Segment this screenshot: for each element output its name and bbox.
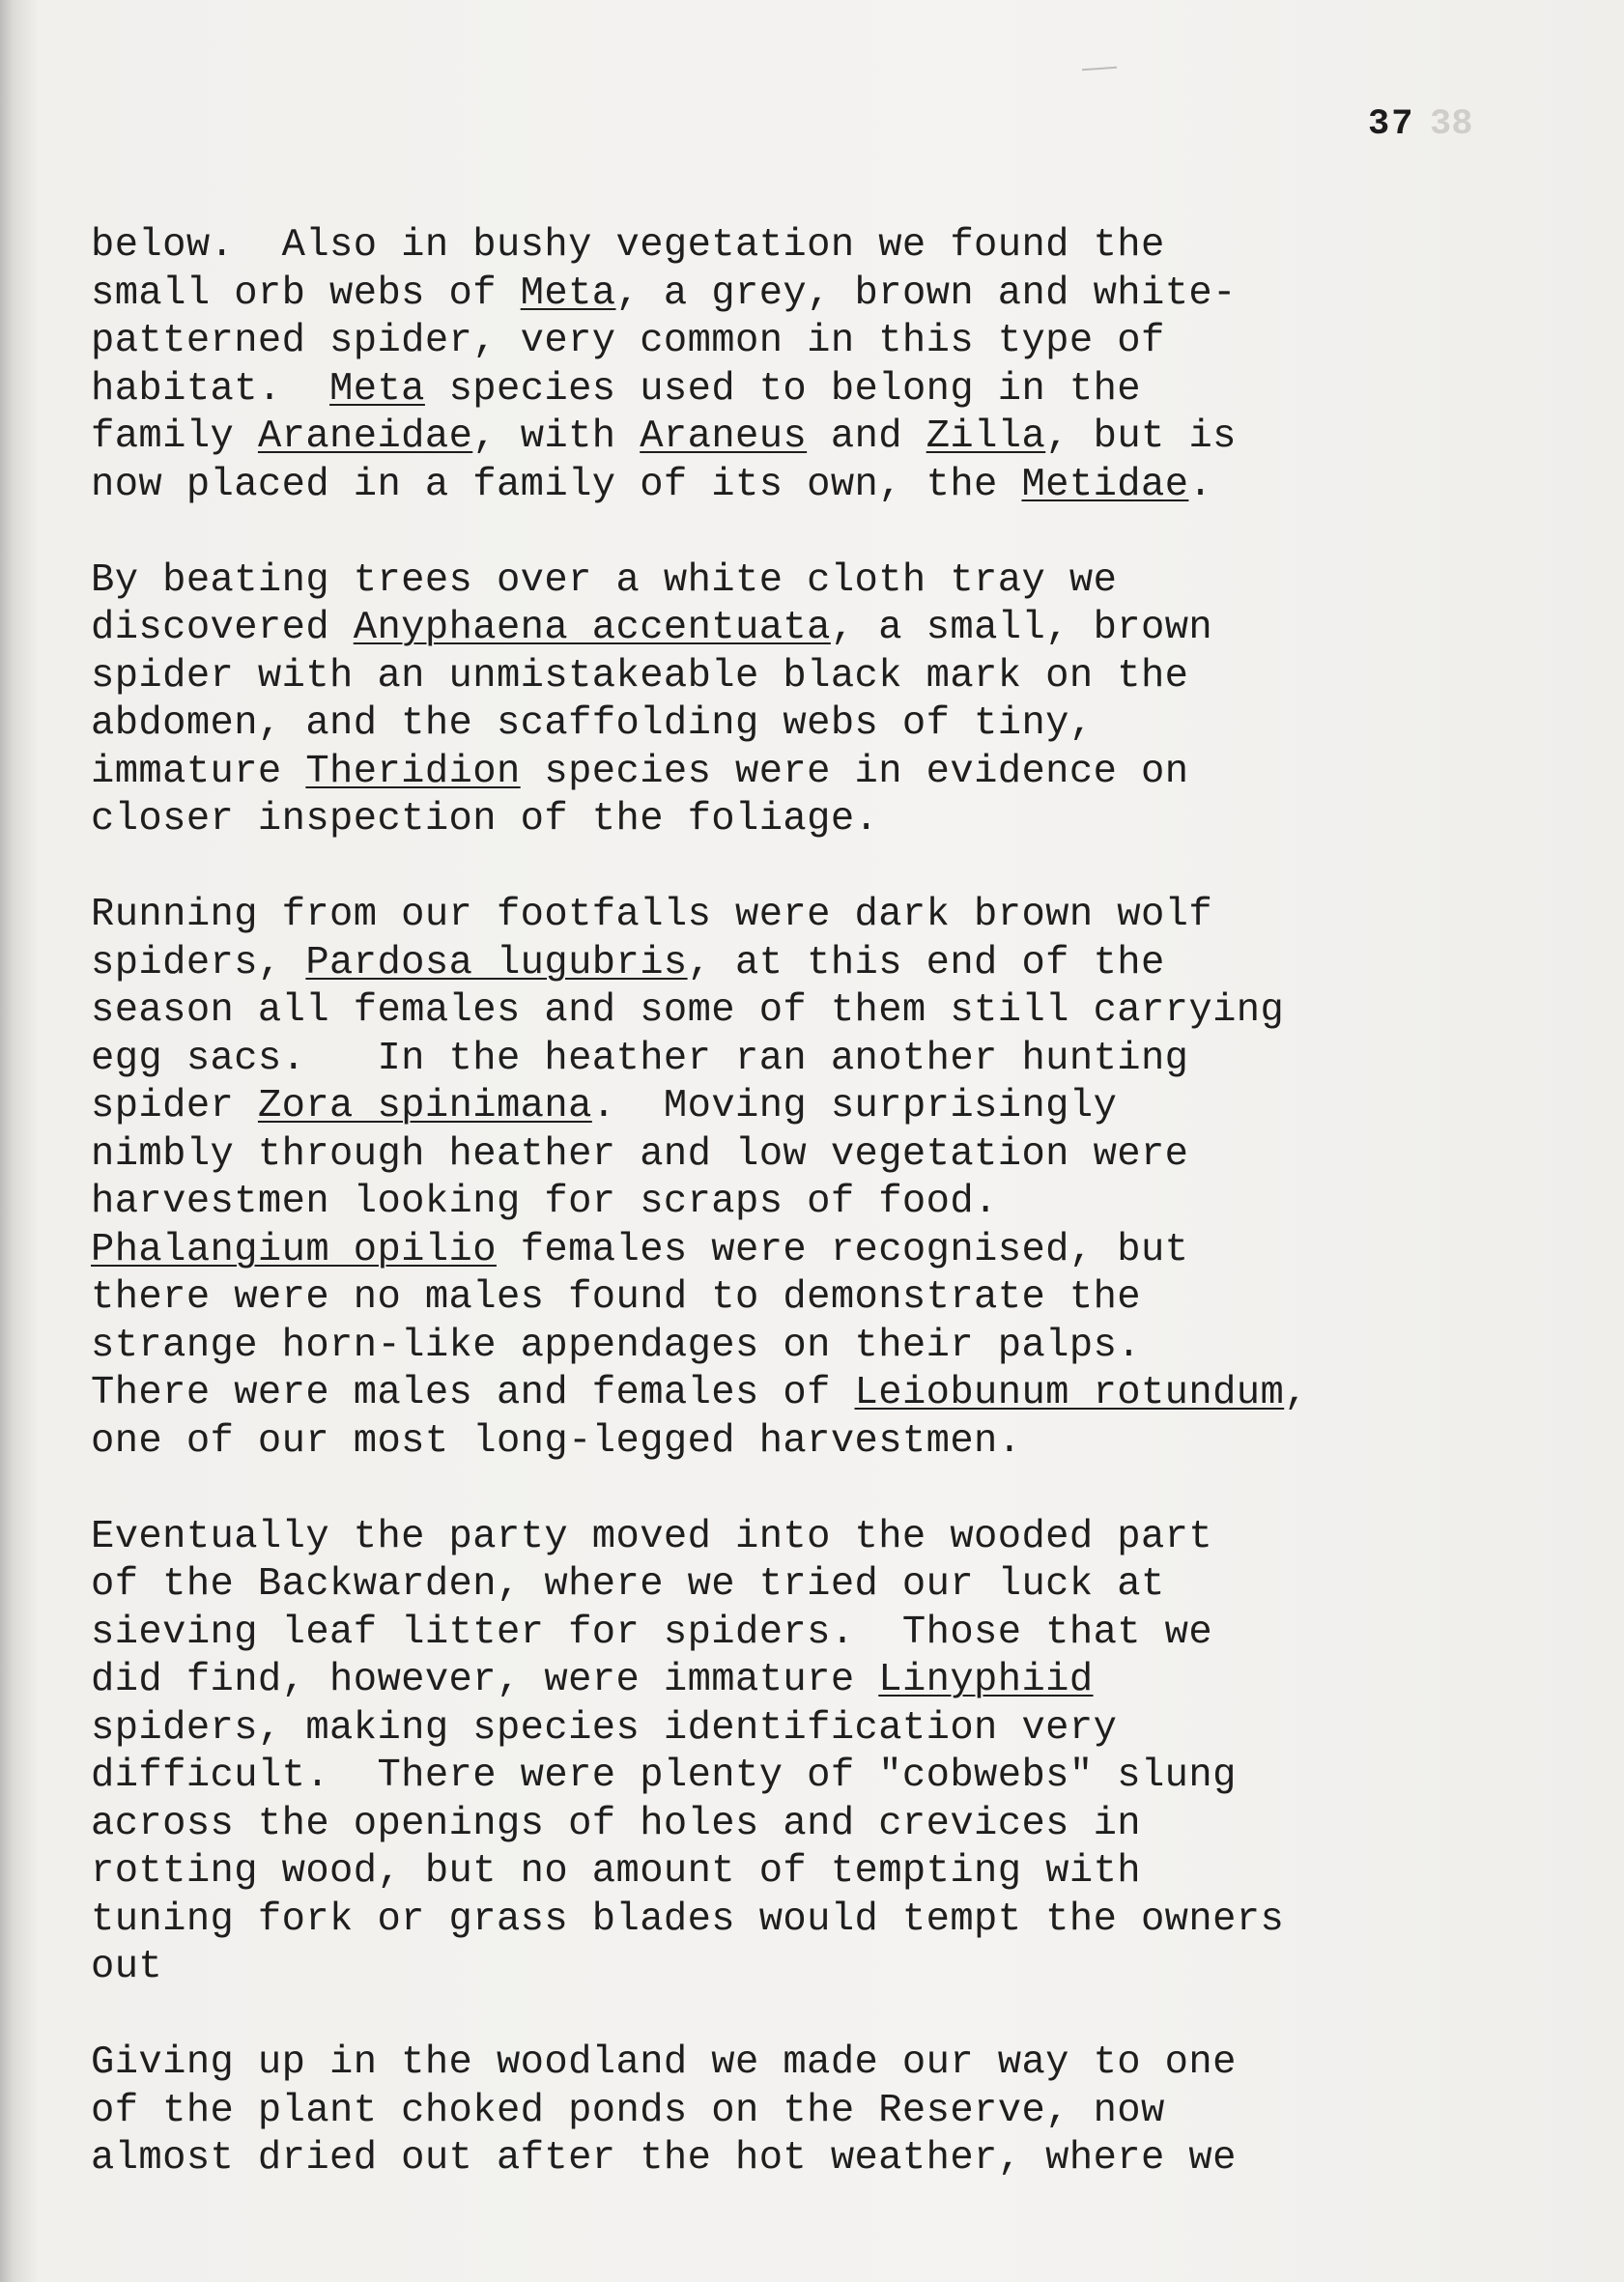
paragraph bbox=[91, 1514, 1598, 1992]
text-run: tuning fork or grass blades would tempt the owners bbox=[91, 1897, 1285, 1942]
species-name: Theridion bbox=[305, 749, 521, 794]
text-line bbox=[91, 2088, 1598, 2136]
text-line bbox=[91, 2135, 1598, 2183]
text-line bbox=[91, 1561, 1598, 1610]
text-run: Eventually the party moved into the wooded part bbox=[91, 1514, 1213, 1559]
text-run: species were in evidence on bbox=[520, 749, 1189, 794]
text-line bbox=[91, 366, 1598, 414]
text-run: now placed in a family of its own, the bbox=[91, 462, 1022, 507]
text-line bbox=[91, 1323, 1598, 1371]
text-line bbox=[91, 1227, 1598, 1275]
text-run: immature bbox=[91, 749, 306, 794]
text-line bbox=[91, 1083, 1598, 1131]
text-line bbox=[91, 1514, 1598, 1562]
text-run: Giving up in the woodland we made our way to one bbox=[91, 2040, 1237, 2085]
text-line bbox=[91, 557, 1598, 606]
bleed-through-page-number: 38 bbox=[1430, 104, 1473, 145]
text-run: patterned spider, very common in this type of bbox=[91, 319, 1165, 363]
text-run: of the plant choked ponds on the Reserve, now bbox=[91, 2088, 1165, 2133]
paragraph bbox=[91, 222, 1598, 509]
text-line bbox=[91, 1179, 1598, 1227]
text-line bbox=[91, 1705, 1598, 1754]
text-line bbox=[91, 1753, 1598, 1801]
text-line bbox=[91, 796, 1598, 844]
text-line bbox=[91, 653, 1598, 701]
text-line bbox=[91, 462, 1598, 510]
text-run: , but is bbox=[1045, 414, 1237, 459]
text-run: discovered bbox=[91, 606, 354, 650]
text-run: and bbox=[807, 414, 926, 459]
species-name: Meta bbox=[520, 271, 616, 316]
species-name: Araneidae bbox=[257, 414, 473, 459]
text-line bbox=[91, 892, 1598, 940]
text-run: Running from our footfalls were dark brown wolf bbox=[91, 893, 1213, 937]
text-run: egg sacs. In the heather ran another hunting bbox=[91, 1036, 1189, 1081]
text-run: rotting wood, but no amount of tempting with bbox=[91, 1849, 1141, 1894]
text-run: almost dried out after the hot weather, where we bbox=[91, 2136, 1237, 2181]
text-run: habitat. bbox=[91, 366, 330, 412]
text-run: below. Also in bushy vegetation we found the bbox=[91, 223, 1165, 268]
text-line bbox=[91, 414, 1598, 462]
text-run: species used to belong in the bbox=[424, 366, 1141, 412]
text-line bbox=[91, 1848, 1598, 1897]
text-run: , with bbox=[472, 414, 641, 459]
text-run: spider bbox=[91, 1084, 258, 1128]
text-run: , at this end of the bbox=[687, 940, 1165, 985]
text-run: There were males and females of bbox=[91, 1371, 855, 1415]
species-name: Zilla bbox=[926, 414, 1046, 459]
text-run: strange horn-like appendages on their palps. bbox=[91, 1323, 1141, 1368]
text-run: did find, however, were immature bbox=[91, 1658, 879, 1702]
text-line bbox=[91, 700, 1598, 749]
text-line bbox=[91, 222, 1598, 271]
text-line bbox=[91, 1131, 1598, 1180]
species-name: Anyphaena accentuata bbox=[353, 606, 831, 650]
text-line bbox=[91, 987, 1598, 1036]
text-run: spider with an unmistakeable black mark on the bbox=[91, 653, 1189, 699]
species-name: Zora spinimana bbox=[257, 1084, 592, 1128]
text-line bbox=[91, 2040, 1598, 2088]
text-run: out bbox=[91, 1945, 163, 1989]
text-line bbox=[91, 605, 1598, 653]
stray-mark bbox=[1082, 67, 1117, 71]
paragraph bbox=[91, 2040, 1598, 2183]
text-run: abdomen, and the scaffolding webs of tiny, bbox=[91, 701, 1094, 746]
species-name: Pardosa lugubris bbox=[305, 940, 688, 985]
page-number: 37 bbox=[1368, 104, 1415, 145]
body-text bbox=[91, 222, 1598, 2183]
species-name: Leiobunum rotundum bbox=[854, 1371, 1285, 1415]
species-name: Metidae bbox=[1021, 462, 1189, 507]
text-line bbox=[91, 1657, 1598, 1705]
species-name: Meta bbox=[329, 366, 425, 412]
text-line bbox=[91, 271, 1598, 319]
text-run: nimbly through heather and low vegetation were bbox=[91, 1131, 1189, 1177]
text-line bbox=[91, 1370, 1598, 1418]
text-run: family bbox=[91, 414, 258, 459]
text-run: , a small, brown bbox=[830, 606, 1213, 650]
species-name: Phalangium opilio bbox=[91, 1227, 497, 1272]
text-run: . bbox=[1188, 462, 1213, 507]
text-line bbox=[91, 749, 1598, 797]
text-run: By beating trees over a white cloth tray we bbox=[91, 557, 1118, 603]
text-run: harvestmen looking for scraps of food. bbox=[91, 1180, 998, 1224]
text-run: sieving leaf litter for spiders. Those that we bbox=[91, 1610, 1213, 1655]
text-run: spiders, making species identification very bbox=[91, 1705, 1118, 1751]
species-name: Araneus bbox=[640, 414, 808, 459]
text-line bbox=[91, 1418, 1598, 1467]
text-line bbox=[91, 1897, 1598, 1945]
text-run: , bbox=[1284, 1371, 1308, 1415]
text-run: females were recognised, but bbox=[496, 1227, 1189, 1272]
text-run: there were no males found to demonstrate the bbox=[91, 1275, 1141, 1320]
text-line bbox=[91, 1036, 1598, 1084]
text-line bbox=[91, 1610, 1598, 1658]
species-name: Linyphiid bbox=[878, 1658, 1094, 1702]
text-run: , a grey, brown and white- bbox=[615, 271, 1237, 316]
paragraph bbox=[91, 892, 1598, 1466]
text-line bbox=[91, 1801, 1598, 1849]
text-run: across the openings of holes and crevices in bbox=[91, 1801, 1141, 1846]
paragraph bbox=[91, 557, 1598, 844]
text-run: difficult. There were plenty of "cobwebs" slung bbox=[91, 1754, 1237, 1798]
text-line bbox=[91, 1944, 1598, 1992]
text-run: spiders, bbox=[91, 940, 306, 985]
text-line bbox=[91, 940, 1598, 988]
text-run: of the Backwarden, where we tried our luck at bbox=[91, 1562, 1165, 1607]
text-run: closer inspection of the foliage. bbox=[91, 797, 879, 841]
text-run: . Moving surprisingly bbox=[591, 1084, 1118, 1128]
text-run: one of our most long-legged harvestmen. bbox=[91, 1418, 1022, 1464]
text-run: small orb webs of bbox=[91, 271, 521, 316]
text-line bbox=[91, 1274, 1598, 1323]
text-run: season all females and some of them still carrying bbox=[91, 988, 1285, 1033]
text-line bbox=[91, 318, 1598, 366]
